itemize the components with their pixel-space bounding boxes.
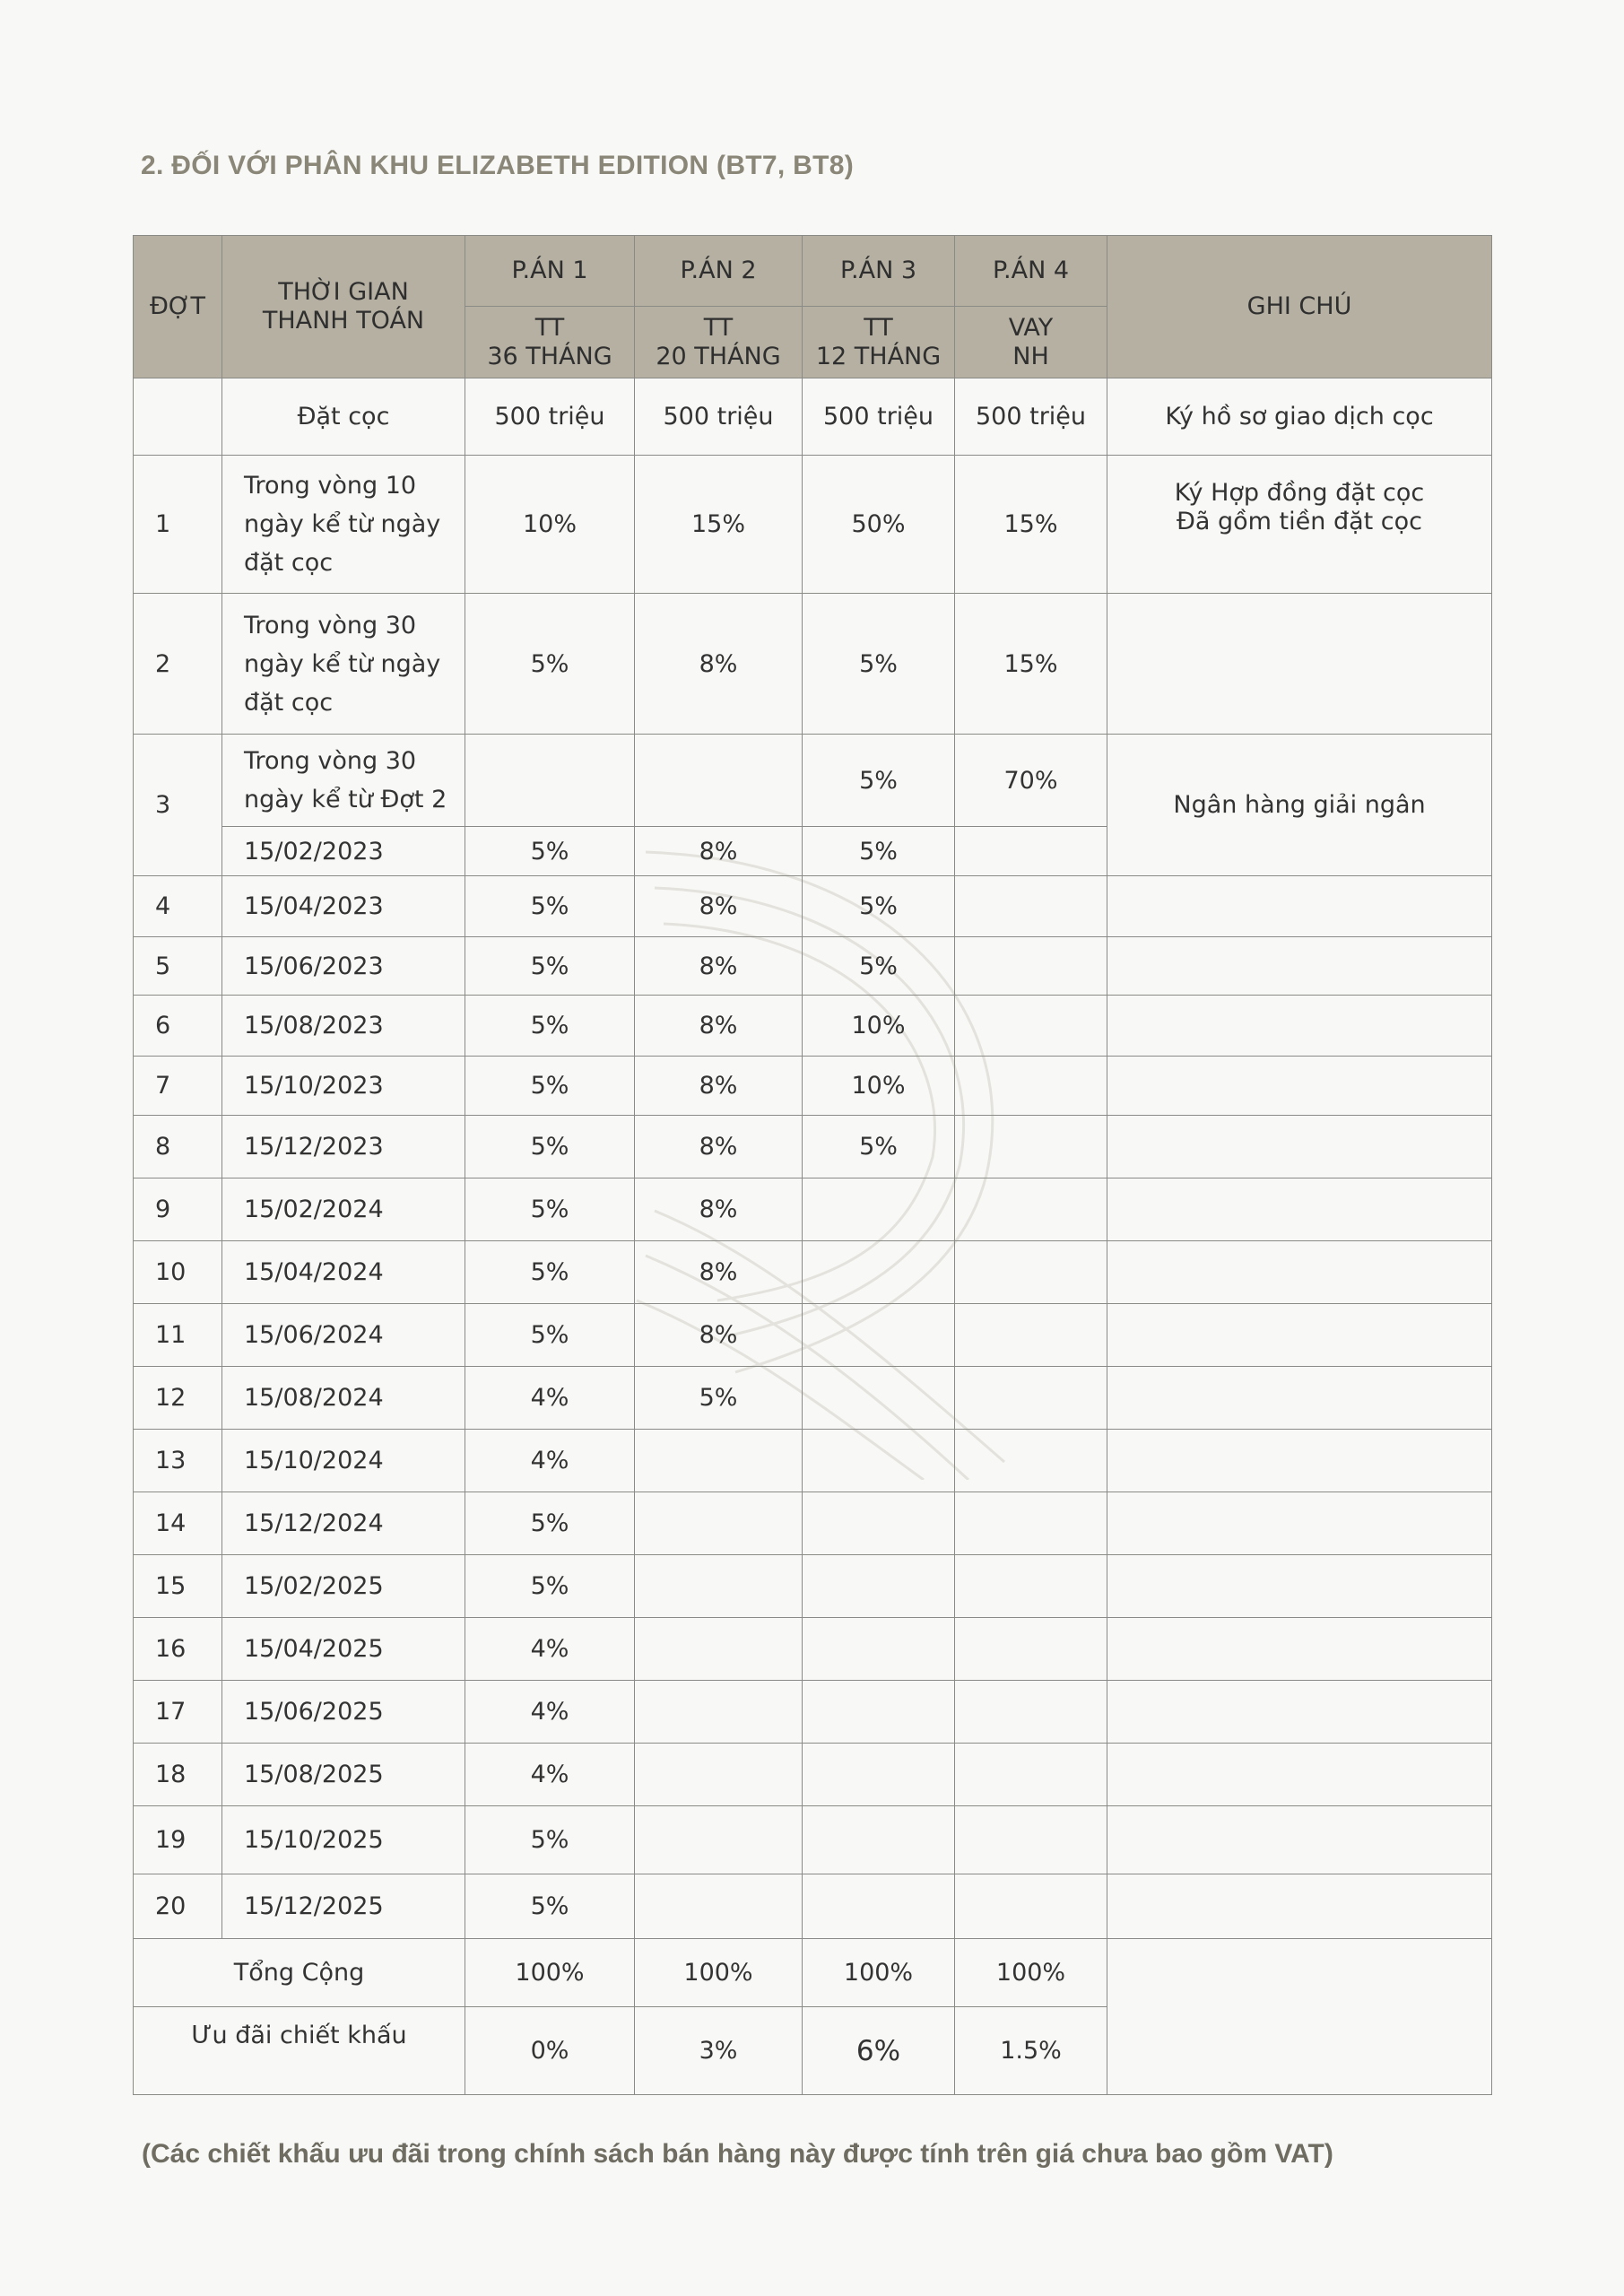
- table-row: [134, 456, 1492, 594]
- cell-plan-3: [803, 1241, 955, 1304]
- row-note: [1107, 996, 1492, 1057]
- header-plan-1-sub: TT 36 THÁNG: [465, 307, 635, 378]
- row-number: 17: [134, 1681, 222, 1744]
- row-number: 5: [134, 937, 222, 996]
- discount-plan-4: 1.5%: [955, 2007, 1107, 2095]
- header-plan-4: P.ÁN 4: [955, 236, 1107, 307]
- row-time: Trong vòng 10 ngày kể từ ngày đặt cọc: [222, 456, 465, 594]
- row-note: Ngân hàng giải ngân: [1107, 735, 1492, 876]
- cell-plan-3: 5%: [803, 735, 955, 827]
- table-row: [134, 937, 1492, 996]
- payment-schedule-table: [133, 235, 1492, 2095]
- row-note: Ký Hợp đồng đặt cọc Đã gồm tiền đặt cọc: [1107, 456, 1492, 594]
- row-note: [1107, 1304, 1492, 1367]
- row-date: 15/12/2025: [222, 1874, 465, 1939]
- table-row: [134, 1681, 1492, 1744]
- row-note: [1107, 1555, 1492, 1618]
- cell-plan-1: 5%: [465, 1806, 635, 1874]
- cell-plan-4: [955, 827, 1107, 876]
- discount-plan-3: 6%: [803, 2007, 955, 2095]
- row-number: 3: [134, 735, 222, 876]
- cell-plan-3: 5%: [803, 876, 955, 937]
- cell-plan-2: 8%: [635, 937, 803, 996]
- deposit-plan-2: 500 triệu: [635, 378, 803, 456]
- deposit-note: Ký hồ sơ giao dịch cọc: [1107, 378, 1492, 456]
- cell-plan-2: [635, 1874, 803, 1939]
- row-note: [1107, 1874, 1492, 1939]
- table-row: [134, 1874, 1492, 1939]
- cell-plan-4: [955, 1057, 1107, 1116]
- header-plan-3-sub: TT 12 THÁNG: [803, 307, 955, 378]
- table-row: [134, 1178, 1492, 1241]
- cell-plan-4: [955, 1744, 1107, 1806]
- cell-plan-1: 5%: [465, 1492, 635, 1555]
- discount-plan-2: 3%: [635, 2007, 803, 2095]
- table-row: [134, 594, 1492, 735]
- discount-label: Ưu đãi chiết khấu: [134, 2007, 465, 2095]
- table-row: [134, 876, 1492, 937]
- row-number: 4: [134, 876, 222, 937]
- cell-plan-2: [635, 1555, 803, 1618]
- section-title: 2. ĐỐI VỚI PHÂN KHU ELIZABETH EDITION (BT7, BT8): [141, 151, 855, 180]
- row-number: 6: [134, 996, 222, 1057]
- cell-plan-4: [955, 1116, 1107, 1178]
- cell-plan-1: 5%: [465, 827, 635, 876]
- table-row: [134, 1806, 1492, 1874]
- row-date: 15/12/2023: [222, 1116, 465, 1178]
- cell-plan-1: 5%: [465, 937, 635, 996]
- cell-plan-1: 5%: [465, 594, 635, 735]
- cell-plan-3: [803, 1304, 955, 1367]
- cell-plan-2: 8%: [635, 876, 803, 937]
- row-date: 15/08/2025: [222, 1744, 465, 1806]
- cell-plan-4: 70%: [955, 735, 1107, 827]
- row-note: [1107, 1178, 1492, 1241]
- cell-plan-4: [955, 937, 1107, 996]
- cell-plan-3: [803, 1681, 955, 1744]
- table-row: [134, 1304, 1492, 1367]
- cell-plan-4: 15%: [955, 456, 1107, 594]
- cell-plan-3: [803, 1618, 955, 1681]
- cell-plan-4: [955, 876, 1107, 937]
- deposit-label: Đặt cọc: [222, 378, 465, 456]
- total-label: Tổng Cộng: [134, 1939, 465, 2007]
- row-number: 13: [134, 1430, 222, 1492]
- cell-plan-4: [955, 1430, 1107, 1492]
- row-note: [1107, 1430, 1492, 1492]
- row-number: 1: [134, 456, 222, 594]
- cell-plan-2: 8%: [635, 1241, 803, 1304]
- table-row-total: [134, 1939, 1492, 2007]
- cell-plan-1: 5%: [465, 1057, 635, 1116]
- cell-plan-2: 5%: [635, 1367, 803, 1430]
- row-number: 14: [134, 1492, 222, 1555]
- cell-plan-2: [635, 1492, 803, 1555]
- header-plan-2-sub: TT 20 THÁNG: [635, 307, 803, 378]
- deposit-plan-3: 500 triệu: [803, 378, 955, 456]
- deposit-plan-4: 500 triệu: [955, 378, 1107, 456]
- total-plan-1: 100%: [465, 1939, 635, 2007]
- cell-plan-4: [955, 1241, 1107, 1304]
- row-date: 15/10/2025: [222, 1806, 465, 1874]
- row-note: [1107, 1492, 1492, 1555]
- cell-plan-1: 5%: [465, 1116, 635, 1178]
- header-plan-2: P.ÁN 2: [635, 236, 803, 307]
- row-date: 15/04/2023: [222, 876, 465, 937]
- row-number: 9: [134, 1178, 222, 1241]
- row-time: Trong vòng 30 ngày kể từ ngày đặt cọc: [222, 594, 465, 735]
- row-number: 10: [134, 1241, 222, 1304]
- row-date: 15/06/2023: [222, 937, 465, 996]
- cell-plan-4: [955, 996, 1107, 1057]
- header-dot: ĐỢT: [134, 236, 222, 378]
- total-plan-4: 100%: [955, 1939, 1107, 2007]
- cell-plan-2: [635, 735, 803, 827]
- header-plan-3: P.ÁN 3: [803, 236, 955, 307]
- row-number: 2: [134, 594, 222, 735]
- cell-plan-2: 15%: [635, 456, 803, 594]
- cell-plan-3: [803, 1874, 955, 1939]
- header-time: [222, 236, 465, 378]
- footnote: (Các chiết khấu ưu đãi trong chính sách bán hàng này được tính trên giá chưa bao gồm VAT): [142, 2139, 1333, 2169]
- row-note: [1107, 1241, 1492, 1304]
- row-date: 15/02/2023: [222, 827, 465, 876]
- cell-plan-4: 15%: [955, 594, 1107, 735]
- cell-plan-4: [955, 1304, 1107, 1367]
- row-number: 15: [134, 1555, 222, 1618]
- row-date: 15/10/2023: [222, 1057, 465, 1116]
- cell-plan-1: 10%: [465, 456, 635, 594]
- row-number: 8: [134, 1116, 222, 1178]
- cell-plan-4: [955, 1681, 1107, 1744]
- cell-plan-1: 5%: [465, 996, 635, 1057]
- cell-plan-3: 5%: [803, 937, 955, 996]
- cell-plan-3: [803, 1555, 955, 1618]
- row-number: 7: [134, 1057, 222, 1116]
- cell-plan-1: 4%: [465, 1744, 635, 1806]
- cell-plan-2: 8%: [635, 827, 803, 876]
- cell-plan-2: [635, 1744, 803, 1806]
- cell-plan-4: [955, 1806, 1107, 1874]
- row-date: 15/08/2023: [222, 996, 465, 1057]
- row-time: Trong vòng 30 ngày kể từ Đợt 2: [222, 735, 465, 827]
- cell-plan-2: [635, 1806, 803, 1874]
- cell-plan-4: [955, 1618, 1107, 1681]
- cell-plan-1: 5%: [465, 1178, 635, 1241]
- cell-plan-3: 10%: [803, 1057, 955, 1116]
- cell-plan-1: 4%: [465, 1430, 635, 1492]
- row-number: 20: [134, 1874, 222, 1939]
- cell-plan-3: [803, 1492, 955, 1555]
- cell-plan-3: 50%: [803, 456, 955, 594]
- header-plan-1: P.ÁN 1: [465, 236, 635, 307]
- header-time-line1: THỜI GIAN: [278, 278, 409, 306]
- cell-plan-3: [803, 1367, 955, 1430]
- row-date: 15/08/2024: [222, 1367, 465, 1430]
- row-note: [1107, 1618, 1492, 1681]
- row-note: [1107, 1681, 1492, 1744]
- cell-plan-1: 5%: [465, 1555, 635, 1618]
- table-row: [134, 996, 1492, 1057]
- row-note: [1107, 1057, 1492, 1116]
- row-note: [1107, 1116, 1492, 1178]
- cell-plan-1: 4%: [465, 1367, 635, 1430]
- row-date: 15/04/2024: [222, 1241, 465, 1304]
- row-note: [1107, 937, 1492, 996]
- cell-plan-3: 10%: [803, 996, 955, 1057]
- cell-plan-4: [955, 1874, 1107, 1939]
- row-note: [1107, 594, 1492, 735]
- cell-plan-3: 5%: [803, 594, 955, 735]
- row-date: 15/10/2024: [222, 1430, 465, 1492]
- table-row: [134, 1116, 1492, 1178]
- row-date: 15/06/2024: [222, 1304, 465, 1367]
- table-row: [134, 1241, 1492, 1304]
- cell-plan-3: [803, 1806, 955, 1874]
- cell-plan-3: [803, 1178, 955, 1241]
- row-note: [1107, 1367, 1492, 1430]
- total-note: [1107, 1939, 1492, 2095]
- header-note: GHI CHÚ: [1107, 236, 1492, 378]
- cell-plan-2: [635, 1681, 803, 1744]
- row-date: 15/02/2025: [222, 1555, 465, 1618]
- deposit-plan-1: 500 triệu: [465, 378, 635, 456]
- table-row: [134, 1555, 1492, 1618]
- row-date: 15/06/2025: [222, 1681, 465, 1744]
- payment-schedule-table-wrap: [133, 235, 1491, 2095]
- cell-plan-1: 5%: [465, 1874, 635, 1939]
- table-row: [134, 735, 1492, 827]
- header-plan-4-sub: VAY NH: [955, 307, 1107, 378]
- cell-plan-2: [635, 1618, 803, 1681]
- cell-plan-2: 8%: [635, 996, 803, 1057]
- table-row: [134, 1618, 1492, 1681]
- row-date: 15/12/2024: [222, 1492, 465, 1555]
- table-row: [134, 1430, 1492, 1492]
- table-row: [134, 1367, 1492, 1430]
- cell-plan-2: 8%: [635, 1057, 803, 1116]
- cell-plan-4: [955, 1367, 1107, 1430]
- row-date: 15/02/2024: [222, 1178, 465, 1241]
- cell-plan-2: 8%: [635, 1178, 803, 1241]
- cell-plan-4: [955, 1492, 1107, 1555]
- table-row: [134, 1057, 1492, 1116]
- cell-plan-2: [635, 1430, 803, 1492]
- table-row: [134, 1492, 1492, 1555]
- header-time-line2: THANH TOÁN: [262, 307, 425, 335]
- cell-plan-3: 5%: [803, 1116, 955, 1178]
- row-note: [1107, 1744, 1492, 1806]
- row-number: 16: [134, 1618, 222, 1681]
- cell-plan-4: [955, 1178, 1107, 1241]
- cell-plan-1: 5%: [465, 1304, 635, 1367]
- row-date: 15/04/2025: [222, 1618, 465, 1681]
- cell-plan-3: [803, 1430, 955, 1492]
- row-note: [1107, 876, 1492, 937]
- cell-plan-2: 8%: [635, 1116, 803, 1178]
- cell-plan-1: [465, 735, 635, 827]
- table-row-deposit: [134, 378, 1492, 456]
- cell-plan-2: 8%: [635, 1304, 803, 1367]
- cell-plan-1: 5%: [465, 1241, 635, 1304]
- table-row: [134, 1744, 1492, 1806]
- cell-plan-1: 5%: [465, 876, 635, 937]
- total-plan-3: 100%: [803, 1939, 955, 2007]
- row-number: 12: [134, 1367, 222, 1430]
- row-number: 11: [134, 1304, 222, 1367]
- row-number: 19: [134, 1806, 222, 1874]
- total-plan-2: 100%: [635, 1939, 803, 2007]
- cell-plan-2: 8%: [635, 594, 803, 735]
- row-number: 18: [134, 1744, 222, 1806]
- discount-plan-1: 0%: [465, 2007, 635, 2095]
- row-note: [1107, 1806, 1492, 1874]
- cell-plan-3: 5%: [803, 827, 955, 876]
- cell-plan-1: 4%: [465, 1681, 635, 1744]
- cell-plan-1: 4%: [465, 1618, 635, 1681]
- cell-plan-3: [803, 1744, 955, 1806]
- cell-plan-4: [955, 1555, 1107, 1618]
